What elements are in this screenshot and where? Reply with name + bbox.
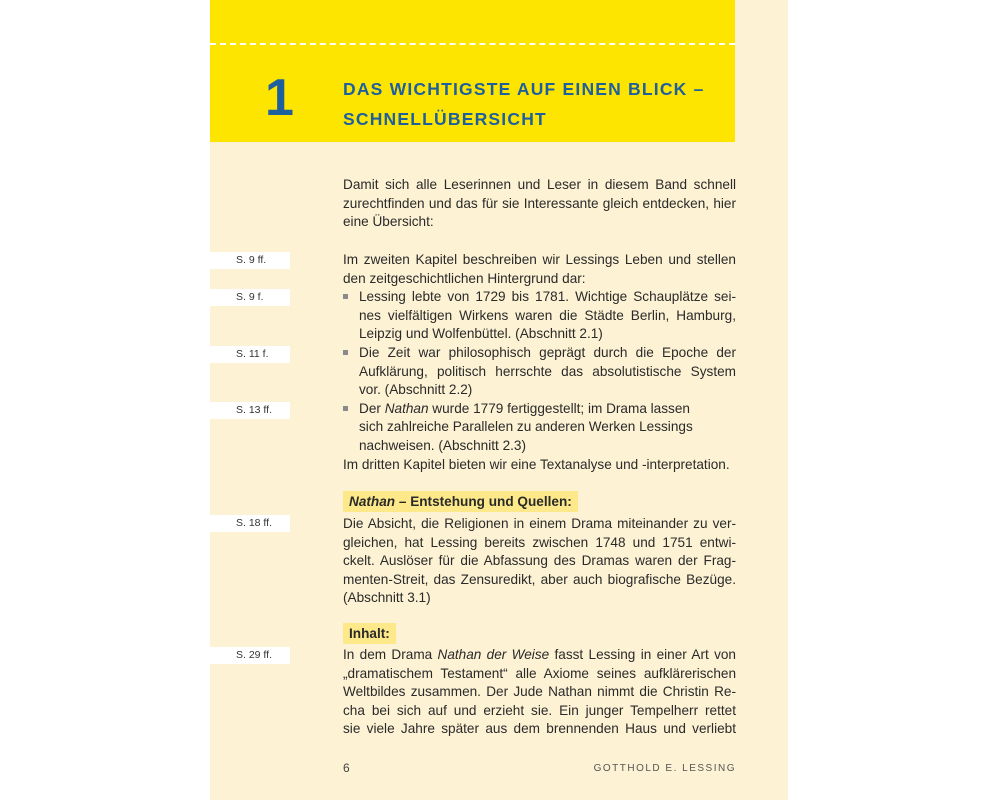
text-line: Die Zeit war philosophisch geprägt durch die Epoche der — [359, 344, 736, 360]
text-line: zurechtfinden und das für sie Interessante gleich entdecken, hier — [343, 195, 736, 211]
text-line: „dramatischem Testament“ alle Axiome seines aufklärerischen — [343, 665, 736, 681]
running-title: GOTTHOLD E. LESSING — [593, 763, 736, 774]
text-line: den zeitgeschichtlichen Hintergrund dar: — [343, 270, 586, 286]
book-page — [210, 0, 788, 800]
chapter-title-line: DAS WICHTIGSTE AUF EINEN BLICK – — [343, 79, 705, 99]
text-line: ckelt. Auslöser für die Abfassung des Dramas waren der Frag- — [343, 553, 736, 569]
text-line: nes vielfältigen Wirkens waren die Städte Berlin, Hamburg, — [359, 307, 736, 323]
entstehung-paragraph — [343, 515, 736, 608]
section-heading-entstehung: Nathan – Entstehung und Quellen: — [343, 491, 578, 512]
chapter-number: 1 — [265, 69, 294, 127]
margin-page-ref: S. 9 f. — [210, 289, 290, 306]
chapter2-summary — [343, 251, 736, 474]
margin-page-ref: S. 18 ff. — [210, 515, 290, 532]
text-line: eine Übersicht: — [343, 214, 434, 230]
text-line: Im zweiten Kapitel beschreiben wir Lessings Leben und stellen — [343, 252, 736, 267]
margin-page-ref: S. 13 ff. — [210, 402, 290, 419]
chapter-header — [210, 0, 735, 142]
text-line: sich zahlreiche Parallelen zu anderen Werken Lessings — [359, 419, 693, 435]
text-line: vor. (Abschnitt 2.2) — [359, 382, 473, 398]
text-line: Leipzig und Wolfenbüttel. (Abschnitt 2.1) — [359, 326, 603, 342]
text-line: Der Nathan wurde 1779 fertiggestellt; im Drama lassen — [359, 400, 690, 416]
text-line: In dem Drama Nathan der Weise fasst Lessing in einer Art von — [343, 647, 736, 662]
text-line: Lessing lebte von 1729 bis 1781. Wichtige Schauplätze sei- — [359, 289, 736, 305]
text-line: Die Absicht, die Religionen in einem Drama miteinander zu ver- — [343, 516, 736, 531]
bullet-square-icon — [343, 406, 348, 411]
text-line: Aufklärung, politisch herrschte das absolutistische System — [359, 363, 736, 379]
bullet-item — [343, 400, 736, 456]
chapter-title — [343, 74, 705, 134]
intro-paragraph — [343, 176, 736, 232]
page-number: 6 — [343, 761, 350, 775]
bullet-square-icon — [343, 294, 348, 299]
margin-page-ref: S. 11 f. — [210, 346, 290, 363]
bullet-square-icon — [343, 350, 348, 355]
dashed-divider — [210, 43, 735, 45]
text-line: sie viele Jahre später aus dem brennenden Haus und verliebt — [343, 721, 736, 737]
inhalt-paragraph — [343, 646, 736, 739]
text-line: Im dritten Kapitel bieten wir eine Textanalyse und -interpretation. — [343, 456, 730, 472]
text-line: cha bei sich auf und erzieht sie. Ein junger Tempelherr rettet — [343, 702, 736, 718]
text-line: menten-Streit, das Zensuredikt, aber auch biografische Bezüge. — [343, 571, 736, 587]
margin-page-ref: S. 9 ff. — [210, 252, 290, 269]
chapter-title-line: SCHNELLÜBERSICHT — [343, 109, 547, 129]
text-line: (Abschnitt 3.1) — [343, 590, 431, 606]
text-line: Damit sich alle Leserinnen und Leser in diesem Band schnell — [343, 177, 736, 192]
section-heading-inhalt: Inhalt: — [343, 623, 396, 644]
margin-page-ref: S. 29 ff. — [210, 647, 290, 664]
bullet-item — [343, 288, 736, 344]
text-line: gleichen, hat Lessing bereits zwischen 1748 und 1751 entwi- — [343, 534, 736, 550]
text-line: Weltbildes zusammen. Der Jude Nathan nimmt die Christin Re- — [343, 684, 736, 700]
bullet-item — [343, 344, 736, 400]
text-line: nachweisen. (Abschnitt 2.3) — [359, 437, 526, 453]
